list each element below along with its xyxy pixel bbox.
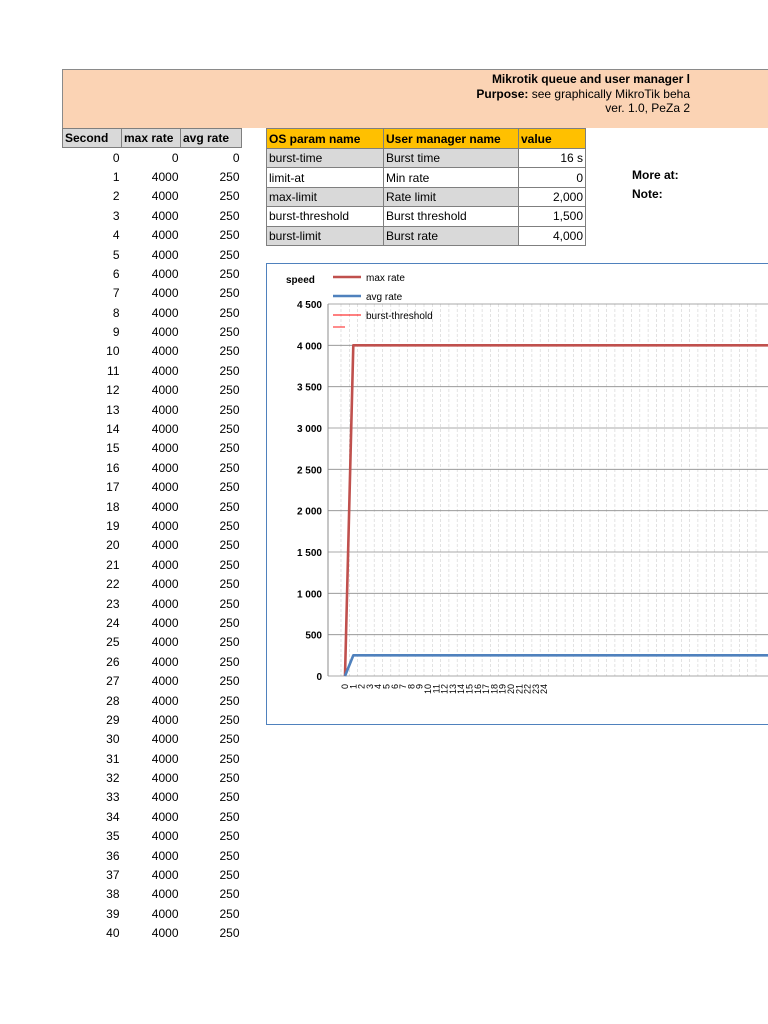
cell-avg-rate: 250 (219, 635, 240, 650)
cell-max-rate: 4000 (151, 538, 179, 553)
table-row (63, 439, 242, 458)
cell-avg-rate: 250 (219, 596, 240, 611)
cell-second: 15 (106, 441, 120, 456)
cell-second: 38 (106, 887, 120, 902)
header-os-param: OS param name (267, 129, 384, 149)
table-row (63, 671, 242, 690)
table-row (63, 788, 242, 807)
table-row (63, 245, 242, 264)
cell-second: 11 (107, 363, 120, 378)
cell-max-rate: 4000 (151, 848, 179, 863)
cell-second: 22 (106, 577, 120, 592)
cell-second: 27 (106, 674, 120, 689)
cell-second: 31 (106, 751, 120, 766)
param-row (267, 226, 586, 245)
cell-max-rate: 4000 (151, 732, 179, 747)
cell-max-rate: 4000 (151, 771, 179, 786)
table-row (63, 555, 242, 574)
cell-avg-rate: 250 (219, 654, 240, 669)
cell-max-rate: 4000 (151, 383, 179, 398)
cell-second: 37 (106, 868, 120, 883)
cell-max-rate: 4000 (151, 790, 179, 805)
note-label: Note: (632, 187, 663, 201)
more-at-label: More at: (632, 168, 679, 182)
x-tick-label: 4 (373, 684, 384, 690)
y-tick-label: 1 000 (296, 589, 322, 601)
x-tick-label: 10 (423, 684, 433, 695)
cell-avg-rate: 250 (219, 771, 240, 786)
cell-user-manager-name: Rate limit (384, 187, 519, 206)
x-tick-label: 3 (364, 684, 375, 690)
param-table-header (267, 129, 586, 149)
cell-avg-rate: 250 (219, 499, 240, 514)
cell-second: 9 (112, 325, 120, 340)
cell-avg-rate: 250 (219, 228, 240, 243)
cell-second: 6 (112, 266, 120, 281)
table-row (63, 691, 242, 710)
x-tick-label: 17 (481, 684, 492, 695)
cell-param-value: 16 s (519, 149, 586, 168)
x-tick-label: 5 (381, 684, 392, 690)
cell-second: 19 (106, 519, 120, 533)
cell-param-value: 0 (519, 168, 586, 187)
cell-second: 40 (106, 926, 120, 941)
rate-table-header (63, 129, 242, 148)
cell-max-rate: 4000 (151, 519, 179, 533)
header-second: Second (63, 129, 122, 148)
rate-table (62, 128, 242, 943)
table-row (63, 730, 242, 749)
cell-avg-rate: 250 (219, 557, 240, 572)
cell-avg-rate: 250 (219, 848, 240, 863)
cell-max-rate: 4000 (151, 480, 179, 495)
cell-avg-rate: 250 (219, 189, 240, 204)
cell-second: 39 (106, 906, 120, 921)
table-row (63, 148, 242, 167)
cell-avg-rate: 250 (219, 383, 240, 398)
table-row (63, 613, 242, 632)
cell-avg-rate: 250 (219, 868, 240, 883)
cell-avg-rate: 250 (219, 247, 240, 262)
cell-avg-rate: 250 (219, 829, 240, 844)
cell-second: 34 (106, 809, 120, 824)
table-row (63, 768, 242, 787)
table-row (63, 924, 242, 943)
table-row (63, 904, 242, 923)
cell-max-rate: 4000 (151, 247, 179, 262)
table-row (63, 419, 242, 438)
x-tick-label: 15 (464, 684, 475, 695)
y-tick-label: 0 (316, 672, 322, 683)
x-tick-label: 8 (406, 684, 417, 690)
cell-second: 33 (106, 790, 120, 805)
table-row (63, 225, 242, 244)
cell-max-rate: 4000 (151, 422, 179, 437)
cell-max-rate: 4000 (151, 906, 179, 921)
legend-label: avg rate (366, 292, 403, 303)
cell-param-value: 4,000 (519, 226, 586, 245)
cell-avg-rate: 250 (219, 674, 240, 689)
x-tick-label: 14 (456, 684, 467, 695)
table-row (63, 652, 242, 671)
cell-avg-rate: 250 (219, 460, 240, 475)
cell-max-rate: 4000 (151, 208, 179, 223)
cell-second: 2 (112, 189, 120, 204)
banner-version: ver. 1.0, PeZa 2 (605, 101, 690, 115)
cell-max-rate: 4000 (151, 596, 179, 611)
cell-second: 25 (106, 635, 120, 650)
cell-avg-rate: 250 (219, 305, 240, 320)
x-tick-label: 0 (340, 684, 350, 690)
y-axis-label: speed (286, 275, 315, 286)
rate-chart (266, 263, 768, 725)
cell-max-rate: 4000 (151, 189, 179, 204)
cell-max-rate: 4000 (151, 344, 179, 359)
table-row (63, 516, 242, 535)
cell-max-rate: 4000 (151, 441, 179, 456)
cell-second: 23 (106, 596, 120, 611)
cell-avg-rate: 250 (219, 286, 240, 301)
cell-param-value: 2,000 (519, 187, 586, 206)
cell-max-rate: 0 (171, 150, 179, 165)
cell-second: 21 (106, 557, 120, 572)
cell-max-rate: 4000 (151, 887, 179, 902)
x-tick-label: 19 (497, 684, 508, 695)
cell-max-rate: 4000 (151, 305, 179, 320)
cell-os-param: burst-time (267, 149, 384, 168)
table-row (63, 284, 242, 303)
cell-avg-rate: 250 (219, 926, 240, 941)
title-banner (62, 69, 768, 128)
cell-user-manager-name: Burst time (384, 149, 519, 168)
x-tick-label: 24 (539, 684, 550, 695)
cell-user-manager-name: Burst threshold (384, 207, 519, 226)
cell-second: 13 (106, 402, 120, 417)
table-row (63, 303, 242, 322)
table-row (63, 322, 242, 341)
table-row (63, 749, 242, 768)
y-tick-label: 3 000 (296, 424, 322, 435)
cell-second: 4 (112, 228, 120, 243)
cell-avg-rate: 250 (219, 538, 240, 553)
y-tick-label: 2 000 (296, 506, 322, 518)
param-row (267, 207, 586, 226)
table-row (63, 458, 242, 477)
cell-second: 26 (106, 654, 120, 669)
x-tick-label: 20 (506, 684, 516, 695)
param-table (266, 128, 586, 246)
table-row (63, 633, 242, 652)
x-tick-label: 2 (356, 684, 367, 690)
table-row (63, 342, 242, 361)
x-tick-label: 18 (489, 684, 500, 695)
cell-avg-rate: 250 (219, 325, 240, 340)
cell-os-param: limit-at (267, 168, 384, 187)
banner-purpose (476, 87, 690, 101)
cell-max-rate: 4000 (151, 635, 179, 650)
x-tick-label: 1 (348, 684, 359, 690)
table-row (63, 167, 242, 186)
x-tick-label: 16 (472, 684, 483, 695)
table-row (63, 400, 242, 419)
legend-label: max rate (366, 273, 405, 284)
table-row (63, 846, 242, 865)
table-row (63, 807, 242, 826)
cell-avg-rate: 250 (219, 887, 240, 902)
table-row (63, 594, 242, 613)
cell-max-rate: 4000 (151, 654, 179, 669)
cell-max-rate: 4000 (151, 577, 179, 592)
y-tick-label: 3 500 (296, 382, 322, 394)
cell-second: 35 (106, 829, 120, 844)
cell-max-rate: 4000 (151, 615, 179, 630)
cell-avg-rate: 250 (219, 906, 240, 921)
cell-max-rate: 4000 (151, 169, 179, 184)
cell-avg-rate: 0 (232, 150, 240, 165)
cell-avg-rate: 250 (219, 441, 240, 456)
x-tick-label: 22 (522, 684, 533, 695)
x-tick-label: 21 (514, 684, 525, 695)
cell-max-rate: 4000 (151, 751, 179, 766)
cell-max-rate: 4000 (151, 460, 179, 475)
cell-max-rate: 4000 (151, 809, 179, 824)
cell-second: 1 (112, 169, 120, 184)
cell-avg-rate: 250 (219, 208, 240, 223)
cell-avg-rate: 250 (219, 519, 240, 533)
param-row (267, 187, 586, 206)
x-tick-label: 7 (398, 684, 409, 690)
cell-max-rate: 4000 (151, 286, 179, 301)
cell-second: 12 (106, 383, 120, 398)
cell-max-rate: 4000 (151, 499, 179, 514)
cell-second: 30 (106, 732, 120, 747)
cell-user-manager-name: Burst rate (384, 226, 519, 245)
table-row (63, 574, 242, 593)
cell-avg-rate: 250 (219, 809, 240, 824)
cell-second: 3 (112, 208, 120, 223)
x-tick-label: 6 (389, 684, 400, 690)
banner-title: Mikrotik queue and user manager l (491, 72, 690, 86)
cell-second: 10 (106, 344, 120, 359)
cell-avg-rate: 250 (219, 266, 240, 281)
table-row (63, 478, 242, 497)
y-tick-label: 500 (305, 630, 322, 642)
cell-max-rate: 4000 (151, 829, 179, 844)
cell-max-rate: 4000 (151, 674, 179, 689)
table-row (63, 381, 242, 400)
cell-second: 29 (106, 712, 120, 727)
cell-avg-rate: 250 (219, 480, 240, 495)
cell-second: 16 (106, 460, 120, 475)
table-row (63, 361, 242, 380)
cell-max-rate: 4000 (151, 557, 179, 572)
y-tick-label: 2 500 (296, 465, 322, 477)
header-value: value (519, 129, 586, 149)
purpose-label: Purpose: (476, 87, 529, 101)
x-tick-label: 13 (447, 684, 458, 695)
cell-os-param: burst-limit (267, 226, 384, 245)
cell-os-param: max-limit (267, 187, 384, 206)
y-tick-label: 4 500 (296, 300, 322, 311)
cell-avg-rate: 250 (219, 344, 240, 359)
cell-max-rate: 4000 (151, 693, 179, 708)
cell-avg-rate: 250 (219, 402, 240, 417)
cell-second: 17 (106, 480, 120, 495)
table-row (63, 710, 242, 729)
table-row (63, 827, 242, 846)
cell-os-param: burst-threshold (267, 207, 384, 226)
table-row (63, 497, 242, 516)
purpose-text: see graphically MikroTik beha (528, 87, 690, 101)
table-row (63, 187, 242, 206)
cell-max-rate: 4000 (151, 228, 179, 243)
header-user-manager: User manager name (384, 129, 519, 149)
cell-avg-rate: 250 (219, 577, 240, 592)
cell-second: 28 (106, 693, 120, 708)
legend-label: burst-threshold (366, 311, 433, 322)
table-row (63, 865, 242, 884)
cell-max-rate: 4000 (151, 926, 179, 941)
table-row (63, 206, 242, 225)
cell-avg-rate: 250 (219, 732, 240, 747)
x-tick-label: 11 (431, 684, 442, 694)
cell-avg-rate: 250 (219, 712, 240, 727)
cell-second: 20 (106, 538, 120, 553)
cell-avg-rate: 250 (219, 693, 240, 708)
y-tick-label: 4 000 (296, 341, 322, 353)
table-row (63, 536, 242, 555)
param-row (267, 149, 586, 168)
x-tick-label: 9 (414, 684, 425, 690)
cell-avg-rate: 250 (219, 363, 240, 378)
table-row (63, 885, 242, 904)
cell-second: 5 (112, 247, 120, 262)
cell-avg-rate: 250 (219, 615, 240, 630)
cell-max-rate: 4000 (151, 325, 179, 340)
cell-max-rate: 4000 (151, 868, 179, 883)
cell-second: 36 (106, 848, 120, 863)
x-tick-label: 23 (530, 684, 541, 695)
cell-second: 32 (106, 771, 120, 786)
cell-avg-rate: 250 (219, 751, 240, 766)
cell-avg-rate: 250 (219, 790, 240, 805)
cell-avg-rate: 250 (219, 422, 240, 437)
cell-second: 8 (112, 305, 120, 320)
cell-second: 24 (106, 615, 120, 630)
cell-user-manager-name: Min rate (384, 168, 519, 187)
cell-second: 0 (112, 150, 120, 165)
cell-second: 14 (106, 422, 120, 437)
cell-max-rate: 4000 (151, 402, 179, 417)
header-avg-rate: avg rate (181, 129, 242, 148)
cell-second: 18 (106, 499, 120, 514)
x-tick-label: 12 (439, 684, 450, 695)
cell-max-rate: 4000 (151, 712, 179, 727)
table-row (63, 264, 242, 283)
cell-second: 7 (112, 286, 120, 301)
cell-avg-rate: 250 (219, 169, 240, 184)
header-max-rate: max rate (122, 129, 181, 148)
cell-param-value: 1,500 (519, 207, 586, 226)
cell-max-rate: 4000 (151, 266, 179, 281)
param-row (267, 168, 586, 187)
cell-max-rate: 4000 (151, 363, 179, 378)
y-tick-label: 1 500 (296, 548, 322, 559)
chart-svg (267, 264, 768, 726)
